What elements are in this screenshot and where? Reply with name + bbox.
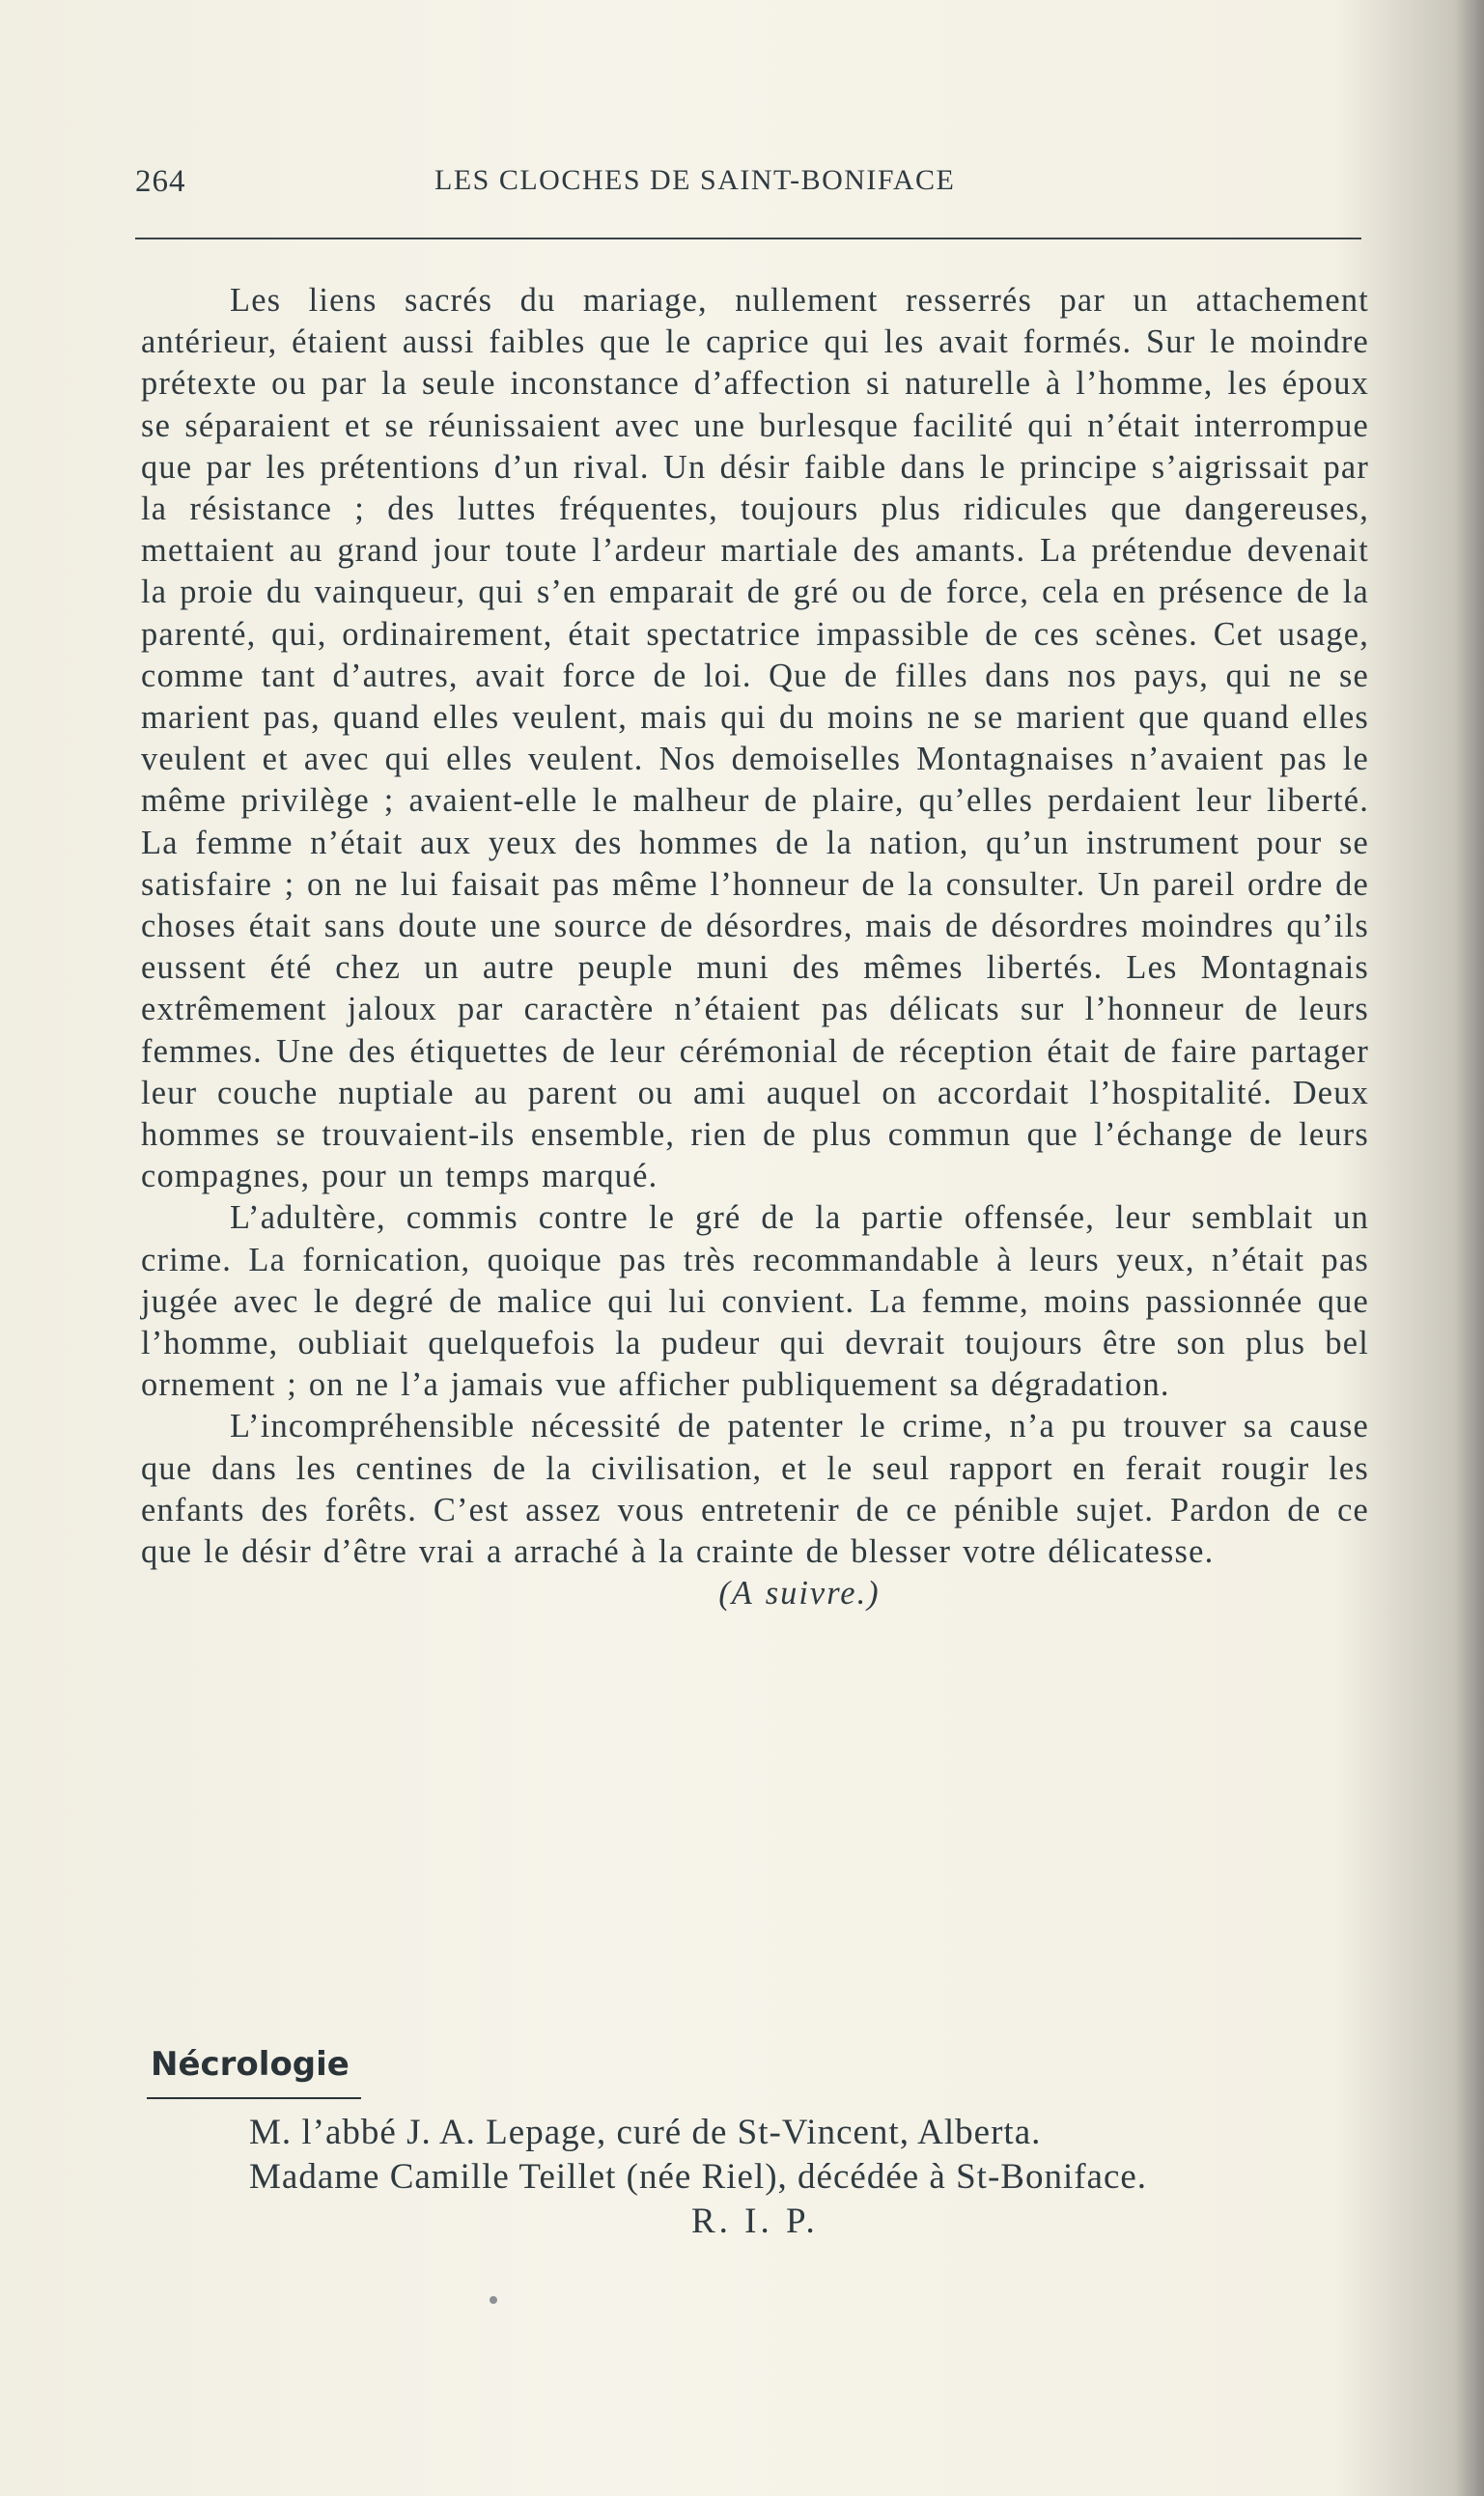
- paragraph-adultery: L’adultère, commis contre le gré de la partie offensée, leur semblait un crime. La fornication, quoique pas très recommandable à leurs yeux, n’était pas jugée avec le degré de malice qui lui convient. La femme, moins passionnée que l’homme, oubliait quelquefois la pudeur qui devrait toujours être son plus bel ornement ; on ne l’a jamais vue afficher publiquement sa dégradation.: [141, 1199, 1369, 1404]
- heading-underline: [147, 2097, 361, 2099]
- page-number: 264: [135, 164, 186, 199]
- running-title: LES CLOCHES DE SAINT-BONIFACE: [434, 164, 956, 196]
- page-header: [135, 156, 1361, 214]
- paragraph-marriage: Les liens sacrés du mariage, nullement resserrés par un attachement antérieur, étaient aussi faibles que le caprice qui les avait formés. Sur le moindre prétexte ou par la seule inconstance d’affection si naturelle à l’homme, les époux se séparaient et se réunissaient avec une burlesque facilité qui n’était interrompue que par les prétentions d’un rival. Un désir faible dans le principe s’aigrissait par la résistance ; des luttes fréquentes, toujours plus ridicules que dangereuses, mettaient au grand jour toute l’ardeur martiale des amants. La prétendue devenait la proie du vainqueur, qui s’en emparait de gré ou de force, cela en présence de la parenté, qui, ordinairement, était spectatrice impassible de ces scènes. Cet usage, comme tant d’autres, avait force de loi. Que de filles dans nos pays, qui ne se marient pas, quand elles veulent, mais qui du moins ne se marient que quand elles veulent et avec qui elles veulent. Nos demoiselles Montagnaises n’avaient pas le même privilège ; avaient-elle le malheur de plaire, qu’elles perdaient leur liberté. La femme n’était aux yeux des hommes de la nation, qu’un instrument pour se satisfaire ; on ne lui faisait pas même l’honneur de la consulter. Un pareil ordre de choses était sans doute une source de désordres, mais de désordres moindres qu’ils eussent été chez un autre peuple muni des mêmes libertés. Les Montagnais extrêmement jaloux par caractère n’étaient pas délicats sur l’honneur de leurs femmes. Une des étiquettes de leur cérémonial de réception était de faire partager leur couche nuptiale au parent ou ami auquel on accordait l’hospitalité. Deux hommes se trouvaient-ils ensemble, rien de plus commun que l’échange de leurs compagnes, pour un temps marqué.: [141, 282, 1369, 1195]
- ink-speck: [490, 2296, 497, 2304]
- to-be-continued: (A suivre.): [718, 1575, 881, 1613]
- rip-closing: R. I. P.: [691, 2202, 819, 2241]
- paragraph-conclusion: L’incompréhensible nécessité de patenter le crime, n’a pu trouver sa cause que dans les centines de la civilisation, et le seul rapport en ferait rougir les enfants des forêts. C’est assez vous entretenir de ce pénible sujet. Pardon de ce que le désir d’être vrai a arraché à la crainte de blesser votre délicatesse.: [141, 1408, 1369, 1571]
- necrology-entry: Madame Camille Teillet (née Riel), décédée à St-Boniface.: [249, 2157, 1148, 2197]
- necrology-entry: M. l’abbé J. A. Lepage, curé de St-Vincent, Alberta.: [249, 2113, 1042, 2152]
- necrology-list: [249, 2111, 1388, 2244]
- header-rule: [135, 238, 1361, 239]
- necrology-heading: Nécrologie: [151, 2045, 350, 2084]
- article-body: [141, 280, 1369, 1615]
